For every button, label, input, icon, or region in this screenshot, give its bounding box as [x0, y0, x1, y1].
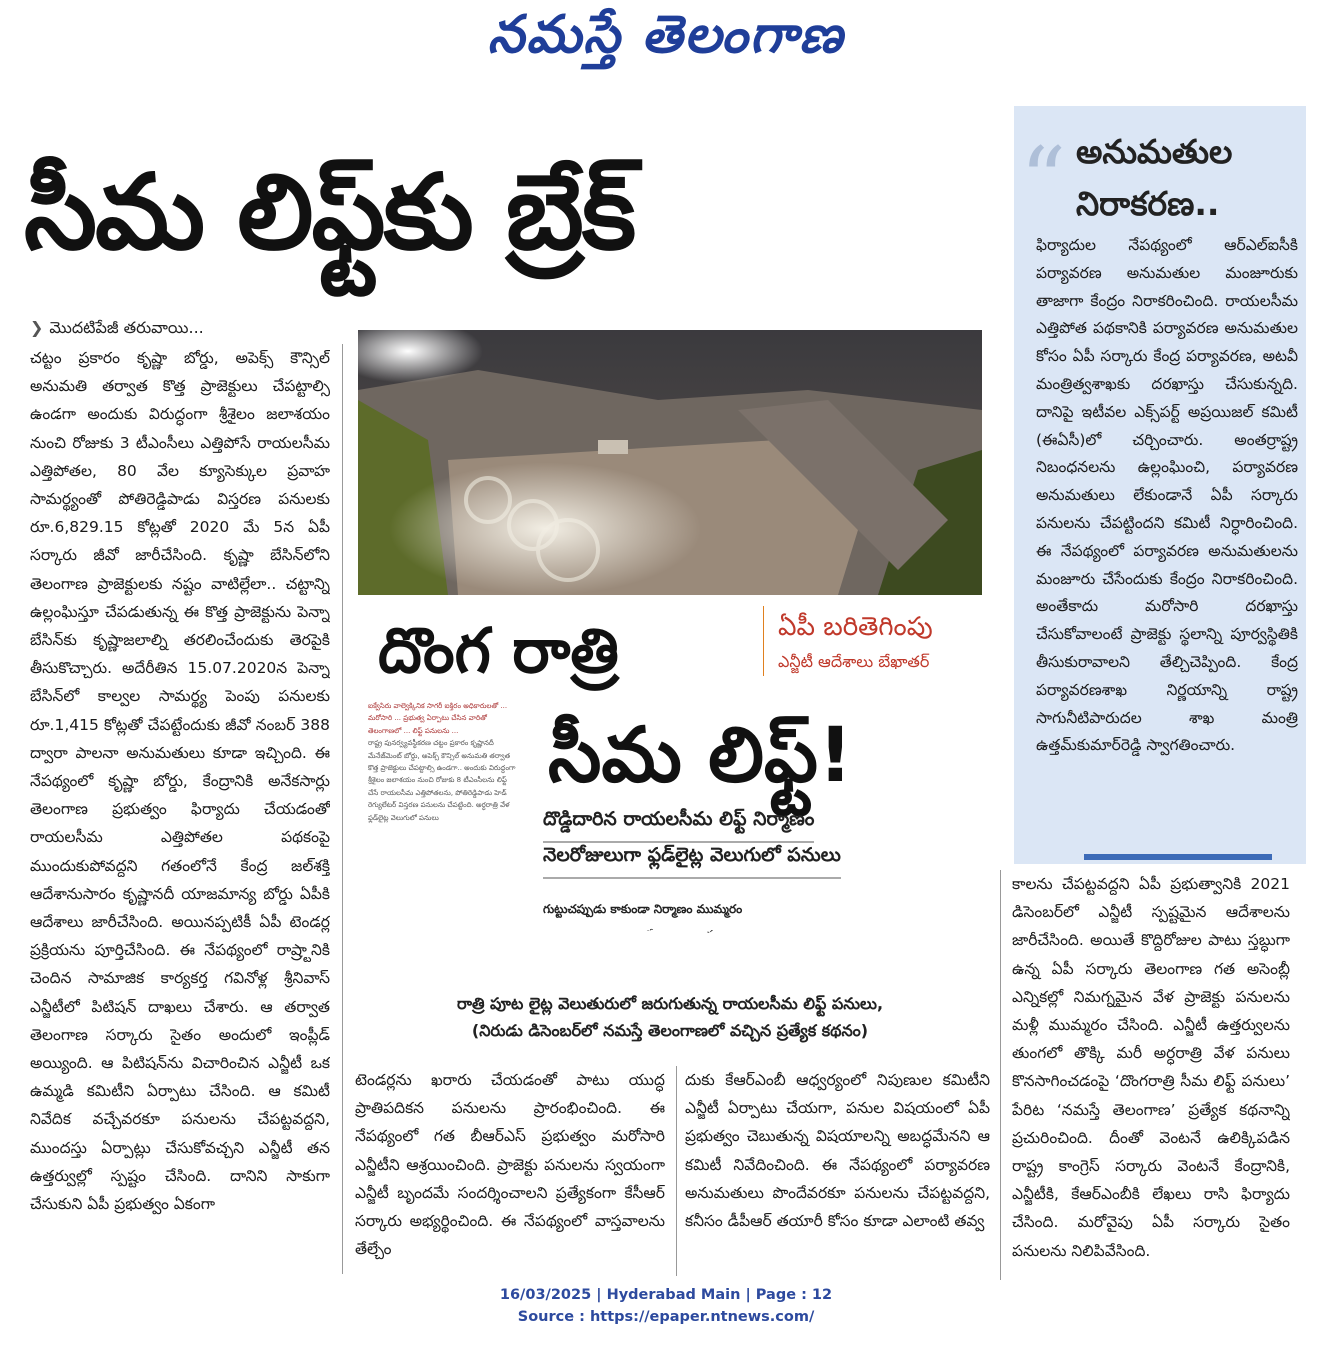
article-column-1	[30, 344, 330, 1274]
inset-subhead-5: గుట్టుచప్పుడు కాకుండా నిర్మాణం ముమ్మరం	[543, 902, 743, 916]
inset-subhead-3: దొడ్డిదారిన రాయలసీమ లిఫ్ట్ నిర్మాణం	[543, 808, 814, 843]
inset-subhead-1: ఏపీ బరితెగింపు	[778, 612, 933, 642]
inset-small-body: రాష్ట్ర పునర్వ్యవస్థీకరణ చట్టం ప్రకారం కృష్ణానదీ మేనేజ్‌మెంట్ బోర్డు, అపెక్స్ కౌన్సిల్ అనుమతి తర్వాత కొత్త ప్రాజెక్టులు చేపట్టాల్సి ఉండగా.. అందుకు విరుద్ధంగా శ్రీశైలం జలాశయం నుంచి రోజుకు 8 టీఎంసీలను లిఫ్ట్ చేసే రాయలసీమ ఎత్తిపోతలను, పోతిరెడ్డిపాడు హెడ్ రెగ్యులేటర్ విస్తరణ పనులను చేపట్టింది. అర్ధరాత్రి వేళ ఫ్లడ్‌లైట్ల వెలుగులో పనులు	[368, 739, 516, 822]
article-column-2	[355, 1066, 665, 1276]
sidebar-accent-bar	[1084, 854, 1272, 860]
footer-source: Source : https://epaper.ntnews.com/	[517, 1309, 815, 1325]
sidebar-title-line-2: నిరాకరణ..	[1076, 184, 1220, 223]
sidebar-title-line-1: అనుమతుల	[1076, 132, 1233, 171]
column-2-text: టెండర్లను ఖరారు చేయడంతో పాటు యుద్ధ ప్రాతిపదికన పనులను ప్రారంభించింది. ఈ నేపథ్యంలో గత బీఆర్‌ఎస్ ప్రభుత్వం మరోసారి ఎన్జీటీని ఆశ్రయించింది. ప్రాజెక్టు పనులను స్వయంగా ఎన్జీటీ బృందమే సందర్శించాలని ప్రత్యేకంగా కేసీఆర్ సర్కారు అభ్యర్థించింది. ఈ నేపథ్యంలో వాస్తవాలను తేల్చేం	[355, 1071, 665, 1259]
inset-small-red: ఐక్వేసిరు వాల్వెక్కినిక సాగరీ ఐక్తిరం అధికారులతో ... మరోసారి ... ప్రభుత్వ ఏర్పాటు చేసిన వారితో తెలంగాణలో ... లిఫ్ట్ పనులను ...	[368, 702, 508, 735]
column-divider	[342, 344, 343, 1274]
torn-edge	[358, 915, 982, 942]
inset-divider	[763, 606, 764, 676]
quote-icon: “	[1020, 128, 1067, 233]
column-4-text: కాలను చేపట్టవద్దని ఏపీ ప్రభుత్వానికి 2021 డిసెంబర్‌లో ఎన్జీటీ స్పష్టమైన ఆదేశాలను జారీచేసింది. అయితే కొద్దిరోజుల పాటు స్తబ్ధుగా ఉన్న ఏపీ సర్కారు తెలంగాణ గత అసెంబ్లీ ఎన్నికల్లో నిమగ్నమైన వేళ ప్రాజెక్టు పనులను మళ్లీ ముమ్మరం చేసింది. ఎన్జీటీ ఉత్తర్వులను తుంగలో తొక్కి మరీ అర్ధరాత్రి వేళ పనులు కొనసాగించడంపై ‘దొంగరాత్రి సీమ లిఫ్ట్ పనులు’ పేరిట ‘నమస్తే తెలంగాణ’ ప్రత్యేక కథనాన్ని ప్రచురించింది. దీంతో వెంటనే ఉలిక్కిపడిన రాష్ట్ర కాంగ్రెస్ సర్కారు వెంటనే కేంద్రానికి, ఎన్జీటీకి, కేఆర్‌ఎంబీకి లేఖలు రాసి ఫిర్యాదు చేసింది. మరోవైపు ఏపీ సర్కారు సైతం పనులను నిలిపివేసింది.	[1012, 875, 1290, 1260]
article-column-4	[1012, 870, 1290, 1280]
sidebar-body: ఫిర్యాదుల నేపథ్యంలో ఆర్‌ఎల్‌ఐసీకి పర్యావరణ అనుమతుల మంజూరుకు తాజాగా కేంద్రం నిరాకరించింది. రాయలసీమ ఎత్తిపోత పథకానికి పర్యావరణ అనుమతుల కోసం ఏపీ సర్కారు కేంద్ర పర్యావరణ, అటవీ మంత్రిత్వశాఖకు దరఖాస్తు చేసుకున్నది. దానిపై ఇటీవల ఎక్స్‌పర్ట్ అప్రయిజల్ కమిటీ (ఈఏసీ)లో చర్చించారు. అంతర్రాష్ట్ర నిబంధనలను ఉల్లంఘించి, పర్యావరణ అనుమతులు లేకుండానే ఏపీ సర్కారు పనులను చేపట్టిందని కమిటీ నిర్ధారించింది. ఈ నేపథ్యంలో పర్యావరణ అనుమతులను మంజూరు చేసేందుకు కేంద్రం నిరాకరించింది. అంతేకాదు మరోసారి దరఖాస్తు చేసుకోవాలంటే ప్రాజెక్టు స్థలాన్ని పూర్వస్థితికి తీసుకురావాలని తేల్చిచెప్పింది. కేంద్ర పర్యావరణశాఖ నిర్ణయాన్ని రాష్ట్ర సాగునీటిపారుదల శాఖ మంత్రి ఉత్తమ్‌కుమార్‌రెడ్డి స్వాగతించారు.	[1036, 236, 1298, 755]
night-construction-photo	[358, 330, 982, 595]
masthead-logo: నమస్తే తెలంగాణ	[487, 4, 845, 65]
inset-subhead-2: ఎన్జీటీ ఆదేశాలు బేఖాతర్	[778, 652, 930, 671]
inset-headline-1: దొంగ రాత్రి	[378, 614, 619, 687]
inset-headline-2: సీమ లిఫ్ట్!	[548, 710, 853, 799]
column-divider	[1000, 870, 1001, 1280]
column-divider	[676, 1066, 677, 1276]
kicker-text: మొదటిపేజీ తరువాయి...	[49, 318, 204, 337]
article-column-3	[685, 1066, 990, 1276]
main-headline: సీమ లిఫ్ట్‌కు బ్రేక్	[24, 151, 635, 273]
column-3-text: దుకు కేఆర్‌ఎంబీ ఆధ్వర్యంలో నిపుణుల కమిటీని ఎన్జీటీ ఏర్పాటు చేయగా, పనుల విషయంలో ఏపీ ప్రభుత్వం చెబుతున్న విషయాలన్ని అబద్ధమేనని ఆ కమిటీ నివేదించింది. ఈ నేపథ్యంలో పర్యావరణ అనుమతులు పొందేవరకూ పనులను చేపట్టవద్దని, కనీసం డీపీఆర్ తయారీ కోసం కూడా ఎలాంటి తవ్వ	[685, 1071, 990, 1231]
sidebar-title	[1076, 126, 1296, 230]
inset-subhead-4: నెలరోజులుగా ఫ్లడ్‌లైట్ల వెలుగులో పనులు	[543, 844, 841, 879]
footer-date-page: 16/03/2025 | Hyderabad Main | Page : 12	[499, 1287, 833, 1303]
caption-line-2: (నిరుడు డిసెంబర్‌లో నమస్తే తెలంగాణలో వచ్చిన ప్రత్యేక కథనం)	[471, 1021, 869, 1040]
column-1-text: చట్టం ప్రకారం కృష్ణా బోర్డు, అపెక్స్ కౌన్సిల్ అనుమతి తర్వాత కొత్త ప్రాజెక్టులు చేపట్టాల్సి ఉండగా అందుకు విరుద్ధంగా శ్రీశైలం జలాశయం నుంచి రోజుకు 3 టీఎంసీలు ఎత్తిపోసే రాయలసీమ ఎత్తిపోతల, 80 వేల క్యూసెక్కుల ప్రవాహ సామర్థ్యంతో పోతిరెడ్డిపాడు విస్తరణ పనులకు రూ.6,829.15 కోట్లతో 2020 మే 5న ఏపీ సర్కారు జీవో జారీచేసింది. కృష్ణా బేసిన్‌లోని తెలంగాణ ప్రాజెక్టులకు నష్టం వాటిల్లేలా.. చట్టాన్ని ఉల్లంఘిస్తూ చేపడుతున్న ఈ కొత్త ప్రాజెక్టును పెన్నా బేసిన్‌కు కృష్ణాజలాల్ని తరలించేందుకు తెరపైకి తీసుకొచ్చారు. అదేరీతిన 15.07.2020న పెన్నా బేసిన్‌లో కాల్వల సామర్థ్య పెంపు పనులకు రూ.1,415 కోట్లతో చేపట్టేందుకు జీవో నంబర్ 388 ద్వారా పాలనా అనుమతులు కూడా ఇచ్చింది. ఈ నేపథ్యంలో కృష్ణా బోర్డు, కేంద్రానికి అనేకసార్లు తెలంగాణ ప్రభుత్వం ఫిర్యాదు చేయడంతో రాయలసీమ ఎత్తిపోతల పథకంపై ముందుకుపోవద్దని గతంలోనే కేంద్ర జల్‌శక్తి ఆదేశానుసారం కృష్ణానదీ యాజమాన్య బోర్డు ఏపీకి ఆదేశాలు జారీచేసింది. అయినప్పటికీ ఏపీ టెండర్ల ప్రక్రియను పూర్తిచేసింది. ఈ నేపథ్యంలో రాష్ర్టానికి చెందిన సామాజిక కార్యకర్త గవినోళ్ల శ్రీనివాస్ ఎన్జీటీలో పిటిషన్ దాఖలు చేశారు. ఆ తర్వాత తెలంగాణ సర్కారు సైతం అందులో ఇంప్లీడ్ అయ్యింది. ఆ పిటిషన్‌ను విచారించిన ఎన్జీటీ ఒక ఉమ్మడి కమిటీని ఏర్పాటు చేసింది. ఆ కమిటీ నివేదిక వచ్చేవరకూ పనులను చేపట్టవద్దని, ముందస్తు ఏర్పాట్లు చేసుకోవచ్చని ఎన్జీటీ తన ఉత్తర్వుల్లో స్పష్టం చేసింది. దానిని సాకుగా చేసుకుని ఏపీ ప్రభుత్వం ఏకంగా	[30, 349, 330, 1214]
continuation-kicker	[30, 318, 204, 341]
inset-small-text	[368, 700, 516, 930]
caption-line-1: రాత్రి పూట లైట్ల వెలుతురులో జరుగుతున్న రాయలసీమ లిఫ్ట్ పనులు,	[456, 994, 884, 1013]
page-footer	[0, 1284, 1332, 1328]
chevron-right-icon: ❯	[30, 318, 44, 337]
sidebar-box	[1014, 106, 1306, 864]
photo-caption	[358, 990, 982, 1044]
photo-with-clipping	[358, 330, 982, 942]
